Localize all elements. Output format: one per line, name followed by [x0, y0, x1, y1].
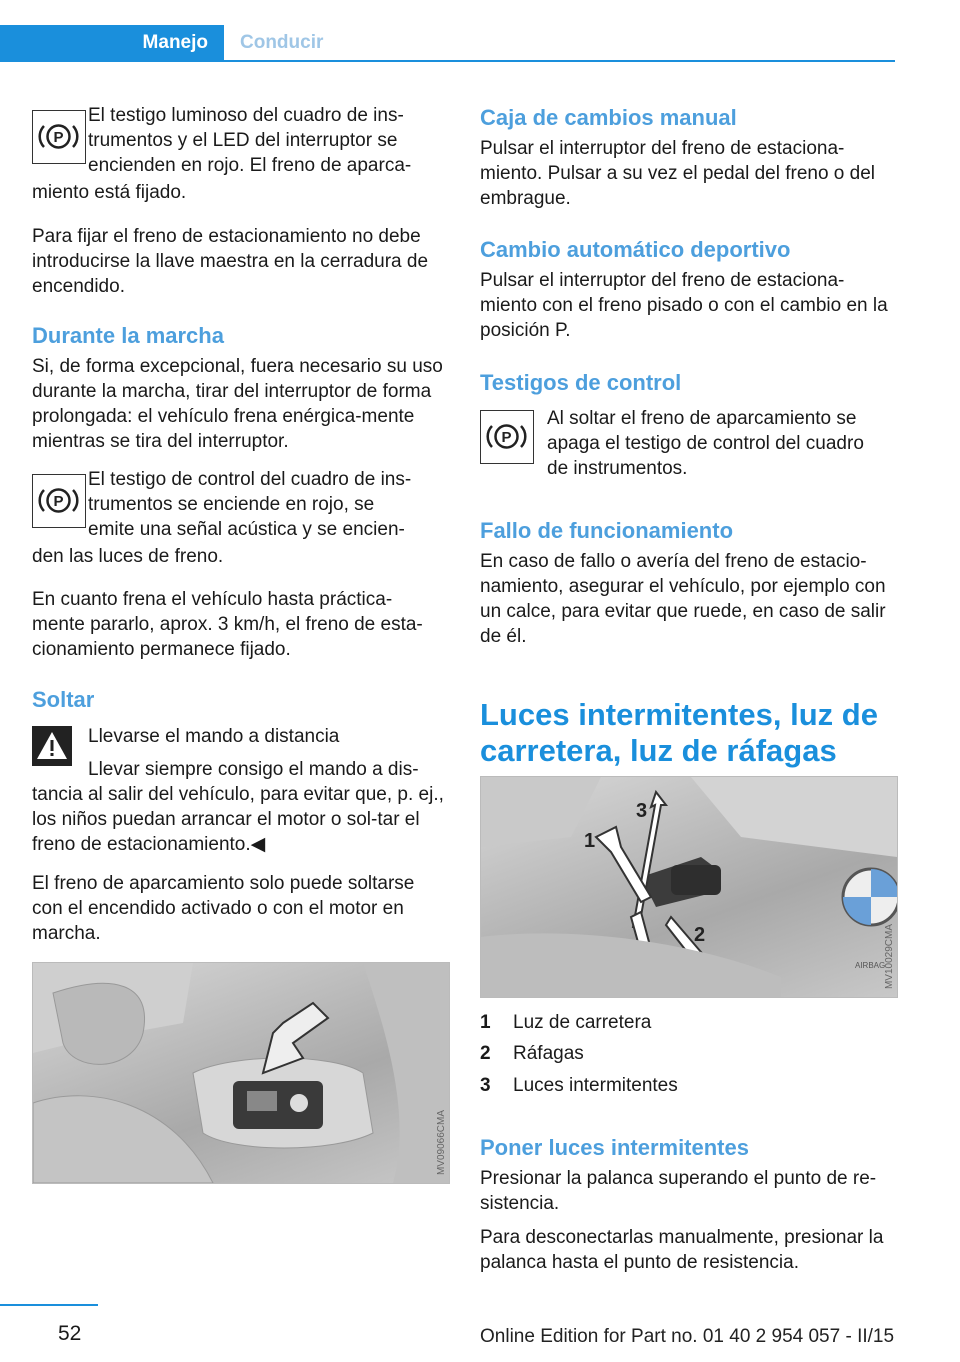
right-para-poner-2: Para desconectarlas manualmente, presionar la palanca hasta el punto de resistencia.: [480, 1227, 884, 1273]
page-number: 52: [58, 1322, 82, 1345]
left-para-4b: den las luces de freno.: [32, 546, 224, 567]
heading-caja-manual: Caja de cambios manual: [480, 105, 737, 130]
tab-conducir[interactable]: Conducir: [240, 32, 324, 53]
tab-manejo[interactable]: [0, 25, 224, 61]
left-para-1: El testigo luminoso del cuadro de ins- trumentos y el LED del interruptor se encienden en rojo. El freno de aparca-: [88, 105, 412, 176]
heading-fallo: Fallo de funcionamiento: [480, 518, 734, 543]
warning-title: Llevarse el mando a distancia: [88, 726, 340, 747]
svg-text:P: P: [53, 493, 64, 510]
warning-icon: [32, 726, 72, 766]
parking-brake-switch-photo: [32, 962, 450, 1184]
warning-text: Llevar siempre consigo el mando a dis-: [88, 759, 419, 780]
right-para-testigos: Al soltar el freno de aparcamiento se apaga el testigo de control del cuadro de instrumentos.: [547, 408, 864, 479]
right-para-manual: Pulsar el interruptor del freno de estaciona-miento. Pulsar a su vez el pedal del freno o del embrague.: [480, 138, 876, 209]
list-item-text: Luces intermitentes: [513, 1075, 678, 1096]
header-divider: [0, 60, 895, 62]
parking-brake-icon: [32, 110, 86, 164]
left-para-1b: miento está fijado.: [32, 182, 187, 203]
right-para-poner-1: Presionar la palanca superando el punto de re-sistencia.: [480, 1168, 877, 1214]
heading-luces: Luces intermitentes, luz de carretera, luz de ráfagas: [480, 697, 878, 768]
warning-text-b: tancia al salir del vehículo, para evitar que, p. ej., los niños puedan arrancar el motor o sol-tar el freno de estacionamiento.◀: [32, 784, 444, 855]
svg-text:1: 1: [584, 830, 596, 852]
header-tabs: [0, 0, 895, 62]
left-para-2: Para fijar el freno de estacionamiento no debe introducirse la llave maestra en la cerradura de encendido.: [32, 226, 429, 297]
parking-brake-icon: [32, 474, 86, 528]
photo-ref-right: MV10029CMA: [884, 923, 895, 989]
heading-cambio-automatico: Cambio automático deportivo: [480, 237, 791, 262]
heading-testigos: Testigos de control: [480, 370, 682, 395]
svg-text:P: P: [53, 129, 64, 146]
photo-airbag-label: AIRBAG: [855, 961, 886, 970]
list-item-text: Ráfagas: [513, 1043, 584, 1064]
list-item-num: 1: [480, 1012, 491, 1033]
tab-manejo-label: Manejo: [142, 32, 208, 53]
svg-text:2: 2: [694, 924, 706, 946]
list-item-num: 2: [480, 1043, 491, 1064]
list-item-text: Luz de carretera: [513, 1012, 652, 1033]
parking-brake-icon: [480, 410, 534, 464]
svg-text:3: 3: [636, 800, 648, 822]
heading-soltar: Soltar: [32, 687, 95, 712]
heading-poner-luces: Poner luces intermitentes: [480, 1135, 749, 1160]
left-para-3: Si, de forma excepcional, fuera necesario su uso durante la marcha, tirar del interruptor de forma prolongada: el vehículo frena enérgica-mente mientras se tira del interruptor.: [32, 356, 443, 452]
photo-ref-left: MV09066CMA: [436, 1109, 447, 1175]
right-para-fallo: En caso de fallo o avería del freno de estacio-namiento, asegurar el vehículo, por ejemplo con un calce, para evitar que ruede, en caso de salir de él.: [480, 551, 886, 647]
turn-signal-stalk-photo: [480, 776, 898, 998]
right-para-auto: Pulsar el interruptor del freno de estaciona-miento con el freno pisado o con el cambio en la posición P.: [480, 270, 888, 341]
heading-durante-marcha: Durante la marcha: [32, 323, 224, 348]
left-para-6: El freno de aparcamiento solo puede soltarse con el encendido activado o con el motor en marcha.: [32, 873, 415, 944]
svg-text:P: P: [501, 429, 512, 446]
left-para-4: El testigo de control del cuadro de ins- trumentos se enciende en rojo, se emite una señal acústica y se encien-: [88, 469, 412, 540]
left-para-5: En cuanto frena el vehículo hasta práctica-mente pararlo, aprox. 3 km/h, el freno de esta-cionamiento permanece fijado.: [32, 589, 423, 660]
footer-divider: [0, 1304, 98, 1306]
edition-text: Online Edition for Part no. 01 40 2 954 057 - II/15: [480, 1326, 895, 1347]
list-item-num: 3: [480, 1075, 491, 1096]
